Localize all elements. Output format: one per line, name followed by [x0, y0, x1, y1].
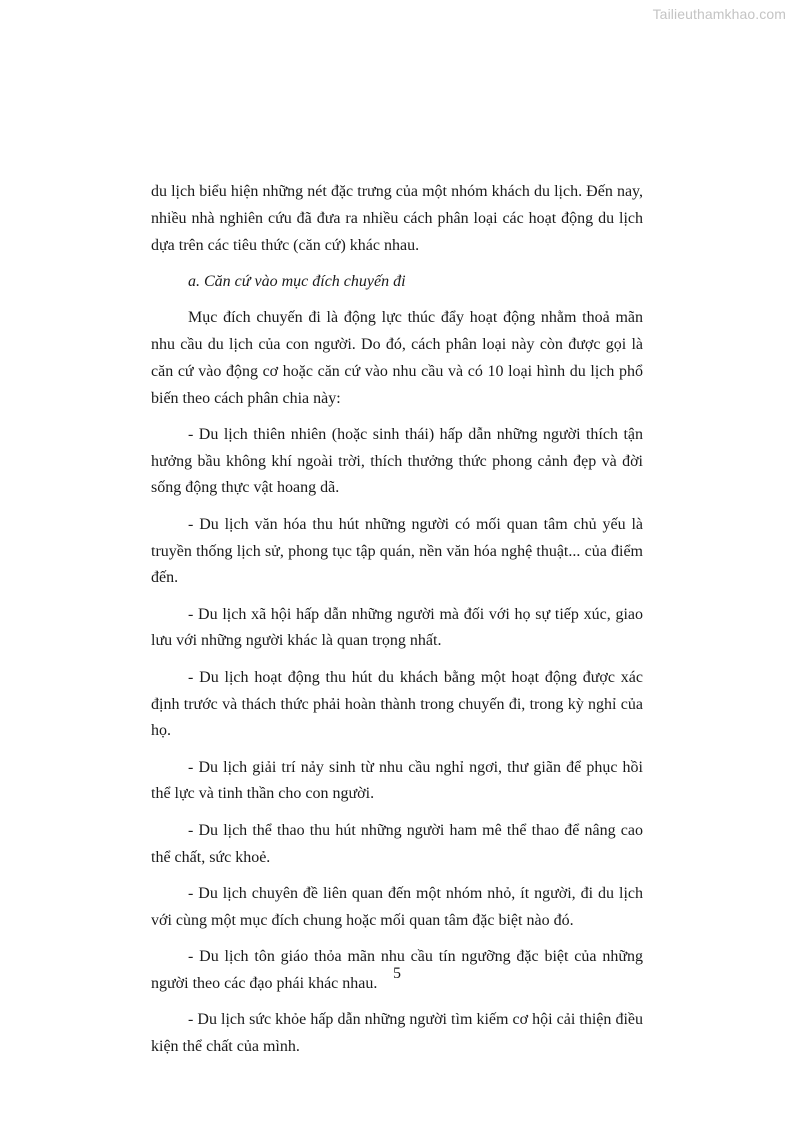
- list-item: - Du lịch hoạt động thu hút du khách bằng một hoạt động được xác định trước và thách thức phải hoàn thành trong chuyến đi, trong kỳ nghỉ của họ.: [151, 668, 643, 740]
- list-item: - Du lịch tôn giáo thỏa mãn nhu cầu tín ngưỡng đặc biệt của những người theo các đạo phái khác nhau.: [151, 947, 643, 992]
- page-number: 5: [393, 965, 401, 982]
- list-item: - Du lịch giải trí nảy sinh từ nhu cầu nghỉ ngơi, thư giãn để phục hồi thể lực và tinh thần cho con người.: [151, 758, 643, 803]
- list-item: - Du lịch văn hóa thu hút những người có mối quan tâm chủ yếu là truyền thống lịch sử, phong tục tập quán, nền văn hóa nghệ thuật... của điểm đến.: [151, 515, 643, 587]
- list-item: - Du lịch chuyên đề liên quan đến một nhóm nhỏ, ít người, đi du lịch với cùng một mục đích chung hoặc mối quan tâm đặc biệt nào đó.: [151, 884, 643, 929]
- list-item: - Du lịch thể thao thu hút những người ham mê thể thao để nâng cao thể chất, sức khoẻ.: [151, 821, 643, 866]
- continuation-paragraph: du lịch biểu hiện những nét đặc trưng của một nhóm khách du lịch. Đến nay, nhiều nhà nghiên cứu đã đưa ra nhiều cách phân loại các hoạt động du lịch dựa trên các tiêu thức (căn cứ) khác nhau.: [151, 183, 643, 254]
- list-item: - Du lịch sức khỏe hấp dẫn những người tìm kiếm cơ hội cải thiện điều kiện thể chất của mình.: [151, 1011, 643, 1055]
- list-item: - Du lịch thiên nhiên (hoặc sinh thái) hấp dẫn những người thích tận hưởng bầu không khí ngoài trời, thích thưởng thức phong cảnh đẹp và đời sống động thực vật hoang dã.: [151, 425, 643, 497]
- page-body: [151, 179, 643, 1061]
- section-heading: a. Căn cứ vào mục đích chuyến đi: [188, 272, 406, 290]
- list-item: - Du lịch xã hội hấp dẫn những người mà đối với họ sự tiếp xúc, giao lưu với những người khác là quan trọng nhất.: [151, 605, 643, 650]
- intro-paragraph: Mục đích chuyến đi là động lực thúc đẩy hoạt động nhằm thoả mãn nhu cầu du lịch của con người. Do đó, cách phân loại này còn được gọi là căn cứ vào động cơ hoặc căn cứ vào nhu cầu và có 10 loại hình du lịch phổ biến theo cách phân chia này:: [151, 309, 643, 407]
- watermark-text: Tailieuthamkhao.com: [652, 6, 786, 22]
